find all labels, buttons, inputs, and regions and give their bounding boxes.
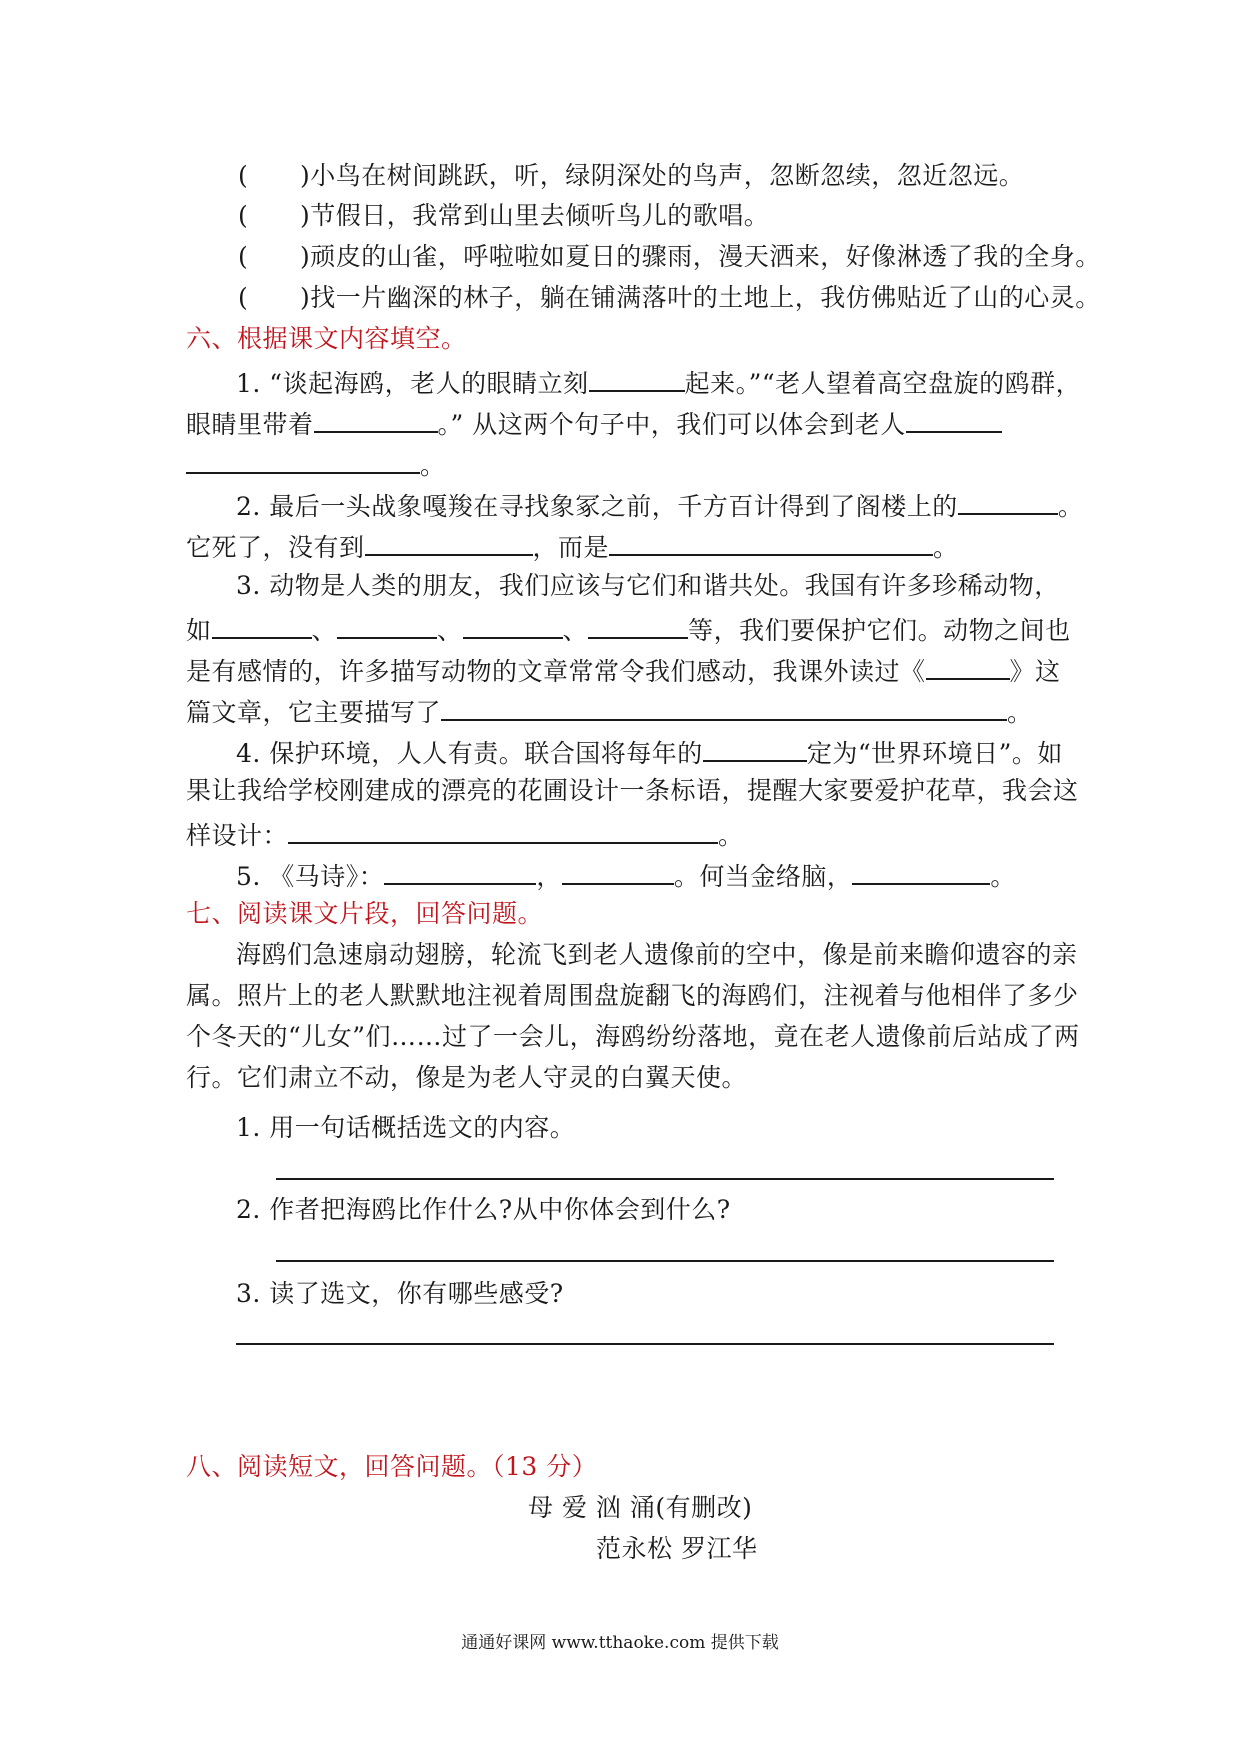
fill-blank[interactable] <box>589 364 685 392</box>
q6-1-line2: 眼睛里带着 。” 从这两个句子中，我们可以体会到老人 <box>186 405 1002 441</box>
q6-3-line4: 篇文章，它主要描写了 。 <box>186 693 1033 729</box>
fill-blank[interactable] <box>314 405 438 433</box>
ordering-item: ( )节假日，我常到山里去倾听鸟儿的歌唱。 <box>238 201 770 230</box>
ordering-sentence: 顽皮的山雀，呼啦啦如夏日的骤雨，漫天洒来，好像淋透了我的全身。 <box>310 242 1101 271</box>
page-footer: 通通好课网 www.tthaoke.com 提供下载 <box>461 1633 779 1653</box>
fill-blank[interactable] <box>562 857 674 885</box>
q6-4-line1: 4. 保护环境，人人有责。联合国将每年的 定为“世界环境日”。如 <box>236 734 1063 770</box>
question-7-1: 1. 用一句话概括选文的内容。 <box>236 1113 576 1142</box>
ordering-item: ( )小鸟在树间跳跃，听，绿阴深处的鸟声，忽断忽续，忽近忽远。 <box>238 161 1025 190</box>
q6-3-line2: 如 、 、 、 等，我们要保护它们。动物之间也 <box>186 611 1071 647</box>
fill-blank[interactable] <box>337 611 437 639</box>
fill-blank[interactable] <box>926 652 1010 680</box>
passage-line: 个冬天的“儿女”们……过了一会儿，海鸥纷纷落地，竟在老人遗像前后站成了两 <box>186 1022 1080 1051</box>
ordering-sentence: 找一片幽深的林子，躺在铺满落叶的土地上，我仿佛贴近了山的心灵。 <box>310 283 1101 312</box>
article-title: 母 爱 汹 涌(有删改) <box>528 1493 753 1522</box>
answer-bracket-open[interactable]: ( <box>238 201 249 230</box>
answer-line[interactable] <box>276 1178 1054 1180</box>
answer-line[interactable] <box>236 1343 1054 1345</box>
passage-line: 海鸥们急速扇动翅膀，轮流飞到老人遗像前的空中，像是前来瞻仰遗容的亲 <box>236 940 1078 969</box>
question-7-3: 3. 读了选文，你有哪些感受? <box>236 1279 564 1308</box>
ordering-sentence: 节假日，我常到山里去倾听鸟儿的歌唱。 <box>310 201 770 230</box>
fill-blank[interactable] <box>588 611 688 639</box>
fill-blank[interactable] <box>365 528 533 556</box>
ordering-item: ( )找一片幽深的林子，躺在铺满落叶的土地上，我仿佛贴近了山的心灵。 <box>238 283 1101 312</box>
section-heading-8: 八、阅读短文，回答问题。（13 分） <box>186 1452 598 1481</box>
ordering-item: ( )顽皮的山雀，呼啦啦如夏日的骤雨，漫天洒来，好像淋透了我的全身。 <box>238 242 1101 271</box>
section-heading-6: 六、根据课文内容填空。 <box>186 324 467 353</box>
q6-5-line1: 5. 《马诗》： ， 。何当金络脑， 。 <box>236 857 1016 893</box>
q6-1-line1: 1. “谈起海鸥，老人的眼睛立刻 起来。”“老人望着高空盘旋的鸥群， <box>236 364 1081 400</box>
fill-blank[interactable] <box>186 446 420 474</box>
q6-3-line1: 3. 动物是人类的朋友，我们应该与它们和谐共处。我国有许多珍稀动物， <box>236 571 1060 600</box>
fill-blank[interactable] <box>609 528 933 556</box>
answer-bracket-open[interactable]: ( <box>238 242 249 271</box>
fill-blank[interactable] <box>852 857 990 885</box>
ordering-sentence: 小鸟在树间跳跃，听，绿阴深处的鸟声，忽断忽续，忽近忽远。 <box>310 161 1025 190</box>
q6-4-line3: 样设计： 。 <box>186 816 744 852</box>
question-7-2: 2. 作者把海鸥比作什么?从中你体会到什么? <box>236 1195 731 1224</box>
fill-blank[interactable] <box>384 857 536 885</box>
fill-blank[interactable] <box>212 611 312 639</box>
q6-2-line2: 它死了，没有到 ，而是 。 <box>186 528 959 564</box>
answer-bracket-open[interactable]: ( <box>238 283 249 312</box>
section-heading-7: 七、阅读课文片段，回答问题。 <box>186 899 544 928</box>
q6-2-line1: 2. 最后一头战象嘎羧在寻找象冢之前，千方百计得到了阁楼上的 。 <box>236 487 1083 523</box>
fill-blank[interactable] <box>703 734 807 762</box>
fill-blank[interactable] <box>906 405 1002 433</box>
answer-bracket-open[interactable]: ( <box>238 161 249 190</box>
q6-3-line3: 是有感情的，许多描写动物的文章常常令我们感动，我课外读过《 》这 <box>186 652 1061 688</box>
fill-blank[interactable] <box>463 611 563 639</box>
passage-line: 属。照片上的老人默默地注视着周围盘旋翻飞的海鸥们，注视着与他相伴了多少 <box>186 981 1079 1010</box>
q6-1-line3: 。 <box>186 446 446 482</box>
fill-blank[interactable] <box>958 487 1058 515</box>
q6-4-line2: 果让我给学校刚建成的漂亮的花圃设计一条标语，提醒大家要爱护花草，我会这 <box>186 776 1079 805</box>
article-authors: 范永松 罗江华 <box>596 1534 758 1563</box>
answer-line[interactable] <box>276 1260 1054 1262</box>
fill-blank[interactable] <box>288 816 718 844</box>
passage-line: 行。它们肃立不动，像是为老人守灵的白翼天使。 <box>186 1063 748 1092</box>
fill-blank[interactable] <box>441 693 1007 721</box>
